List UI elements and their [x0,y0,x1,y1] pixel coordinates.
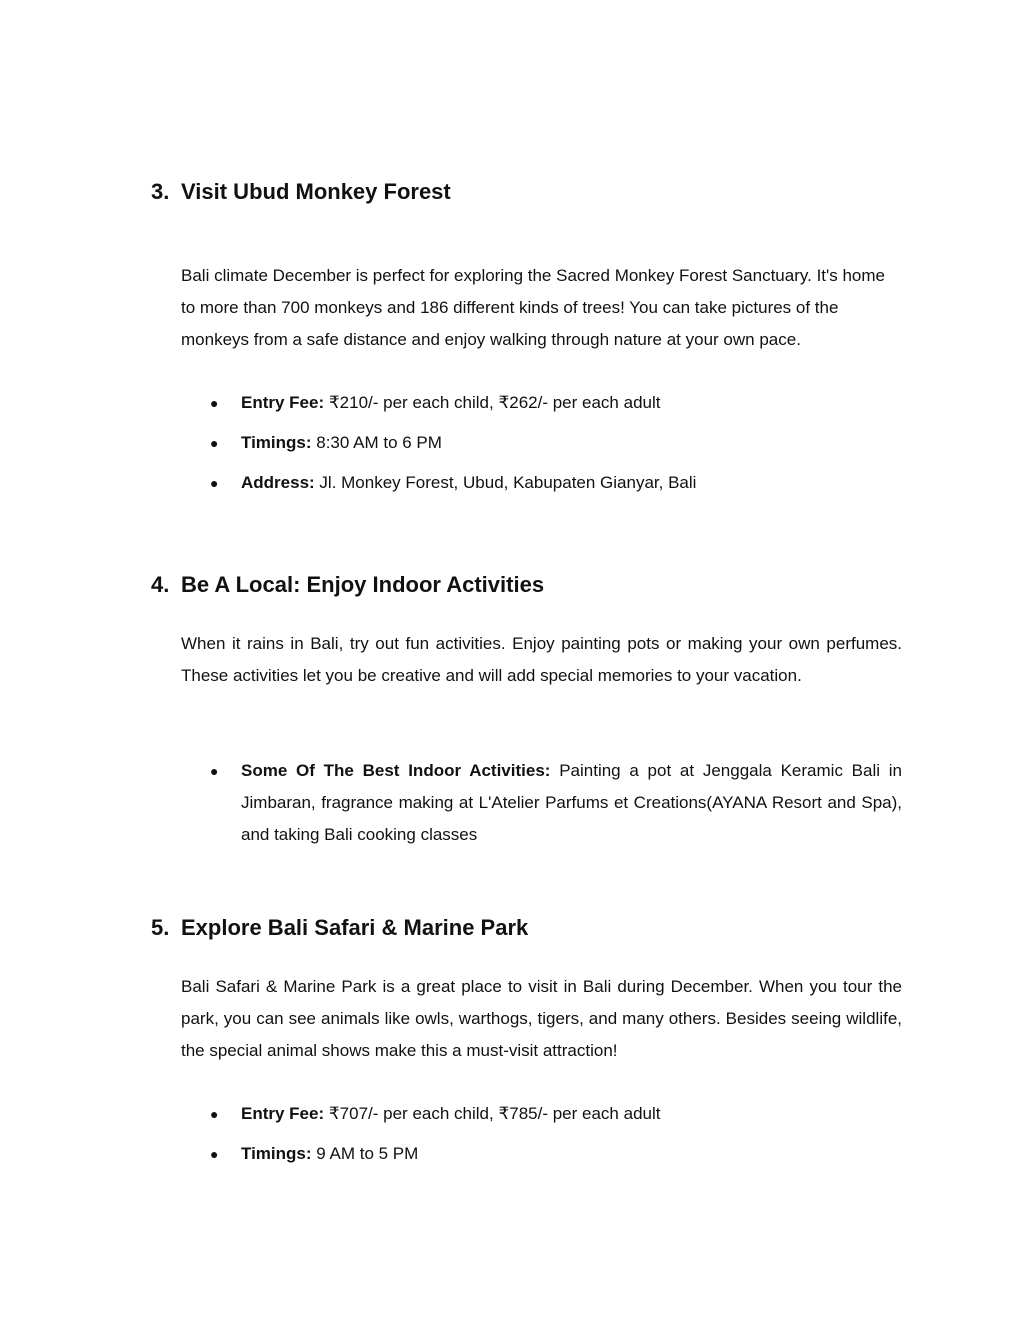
bullet-text: ₹210/- per each child, ₹262/- per each adult [324,393,661,412]
bullet-text: Jl. Monkey Forest, Ubud, Kabupaten Gianyar, Bali [314,473,697,492]
list-item [0,427,902,459]
bullet-list [0,1098,1024,1178]
bullet-label: Timings: [241,433,312,452]
bullet-icon: ● [210,475,219,491]
bullet-label: Address: [241,473,315,492]
list-item [0,1098,902,1130]
section-paragraph: Bali climate December is perfect for exploring the Sacred Monkey Forest Sanctuary. It's home to more than 700 monkeys and 186 different kinds of trees! You can take pictures of the monkeys from a safe distance and enjoy walking through nature at your own pace. [181,266,886,349]
list-item [0,387,902,419]
bullet-text: Painting a pot at Jenggala Keramic Bali in Jimbaran, fragrance making at L'Atelier Parfums et Creations(AYANA Resort and Spa), and taking Bali cooking classes [241,761,903,844]
section-title: Be A Local: Enjoy Indoor Activities [181,572,545,597]
bullet-label: Timings: [241,1144,312,1163]
bullet-icon: ● [210,763,219,779]
bullet-text: 9 AM to 5 PM [311,1144,419,1163]
section-paragraph: When it rains in Bali, try out fun activities. Enjoy painting pots or making your own perfumes. These activities let you be creative and will add special memories to your vacation. [181,634,902,685]
section-paragraph: Bali Safari & Marine Park is a great place to visit in Bali during December. When you tour the park, you can see animals like owls, warthogs, tigers, and many others. Besides seeing wildlife, the special animal shows make this a must-visit attraction! [181,977,902,1060]
bullet-label: Some Of The Best Indoor Activities: [241,761,551,780]
bullet-text: 8:30 AM to 6 PM [311,433,442,452]
bullet-text: ₹707/- per each child, ₹785/- per each adult [324,1104,661,1123]
section-title: Explore Bali Safari & Marine Park [181,915,529,940]
list-item [0,755,902,851]
section-number: 5. [151,915,170,940]
section-number: 3. [151,179,170,204]
list-item [0,1138,902,1170]
bullet-list [0,387,1024,507]
bullet-list [0,755,1024,859]
section-title: Visit Ubud Monkey Forest [181,179,451,204]
section-heading [151,571,544,599]
section-heading [151,178,451,206]
bullet-icon: ● [210,395,219,411]
bullet-icon: ● [210,1146,219,1162]
bullet-icon: ● [210,435,219,451]
bullet-icon: ● [210,1106,219,1122]
section-number: 4. [151,572,170,597]
list-item [0,467,902,499]
section-heading [151,914,528,942]
bullet-label: Entry Fee: [241,1104,325,1123]
bullet-label: Entry Fee: [241,393,325,412]
